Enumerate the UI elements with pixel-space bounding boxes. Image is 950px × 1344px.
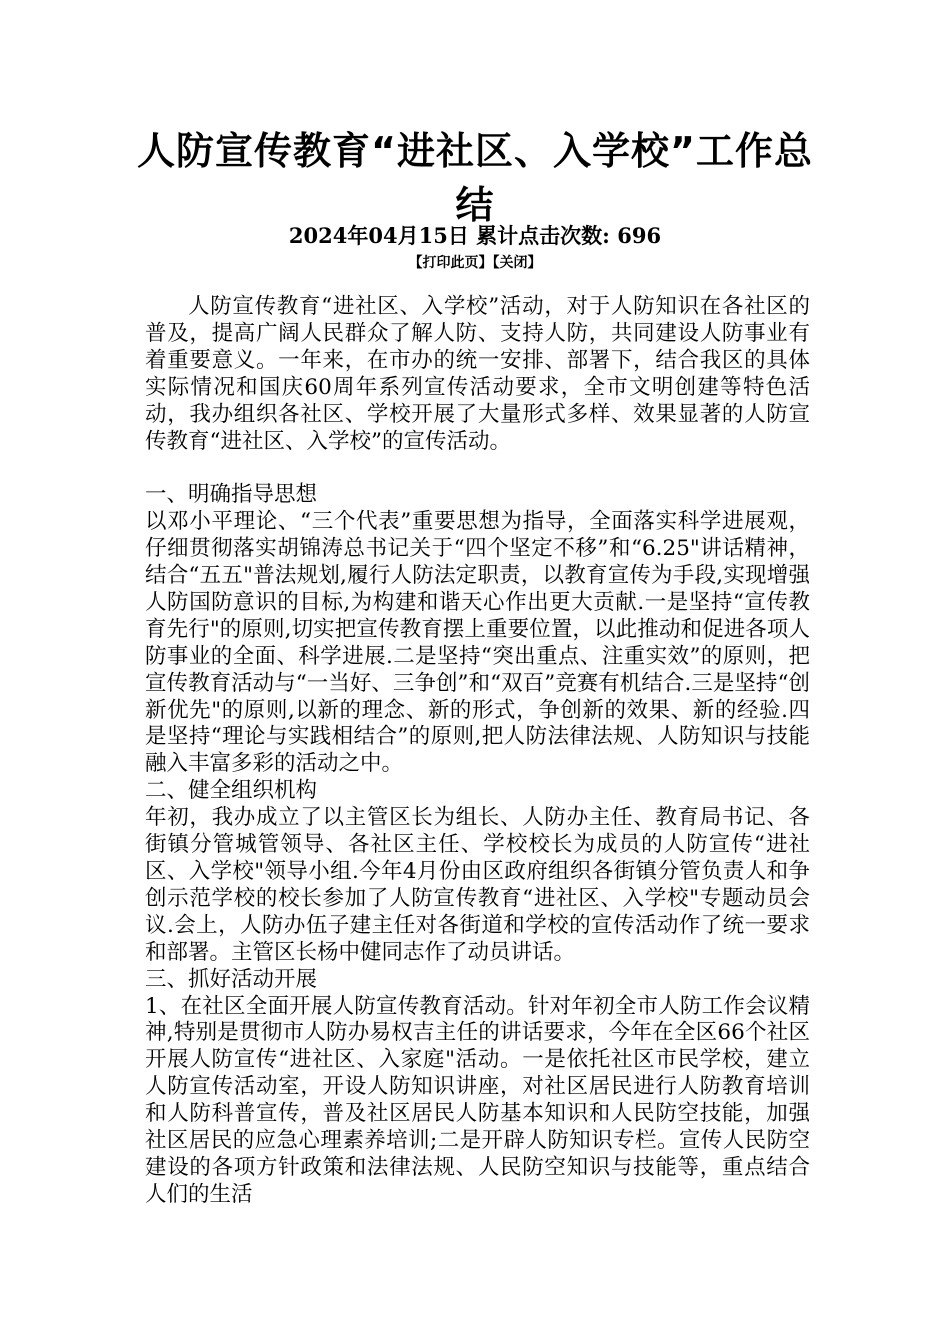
section-heading-organization: 二、健全组织机构	[145, 778, 318, 804]
paragraph-spacer	[145, 455, 810, 482]
section-paragraph-guiding-principle: 以邓小平理论、“三个代表”重要思想为指导，全面落实科学进展观，仔细贯彻落实胡锦涛总书记关于“四个坚定不移”和“6.25"讲话精神，结合“五五"普法规划,履行人防法定职责，以教育宣传为手段,实现增强人防国防意识的目标,为构建和谐天心作出更大贡献.一是坚持“宣传教育先行"的原则,切实把宣传教育摆上重要位置，以此推动和促进各项人防事业的全面、科学进展.二是坚持“突出重点、注重实效”的原则，把宣传教育活动与“一当好、三争创”和“双百”竞赛有机结合.三是坚持“创新优先"的原则,以新的理念、新的形式，争创新的效果、新的经验.四是坚持“理论与实践相结合”的原则,把人防法律法规、人防知识与技能融入丰富多彩的活动之中。	[145, 509, 810, 777]
article-meta	[0, 222, 950, 250]
close-link[interactable]: 【关闭】	[492, 255, 542, 271]
section-heading-guiding-principle: 一、明确指导思想	[145, 482, 318, 508]
publish-date: 2024年04月15日	[288, 223, 469, 248]
section-paragraph-activities: 1、在社区全面开展人防宣传教育活动。针对年初全市人防工作会议精神,特别是贯彻市人防办易权吉主任的讲话要求，今年在全区66个社区开展人防宣传“进社区、入家庭"活动。一是依托社区市民学校，建立人防宣传活动室，开设人防知识讲座，对社区居民进行人防教育培训和人防科普宣传，普及社区居民人防基本知识和人民防空技能，加强社区居民的应急心理素养培训;二是开辟人防知识专栏。宣传人民防空建设的各项方针政策和法律法规、人民防空知识与技能等，重点结合人们的生活	[145, 993, 810, 1207]
click-count-label: 累计点击次数:	[476, 223, 610, 248]
article-title: 人防宣传教育“进社区、入学校”工作总结	[137, 129, 813, 227]
section-paragraph-organization: 年初，我办成立了以主管区长为组长、人防办主任、教育局书记、各街镇分管城管领导、各社区主任、学校校长为成员的人防宣传“进社区、入学校"领导小组.今年4月份由区政府组织各街镇分管负责人和争创示范学校的校长参加了人防宣传教育“进社区、入学校"专题动员会议.会上，人防办伍子建主任对各街道和学校的宣传活动作了统一要求和部署。主管区长杨中健同志作了动员讲话。	[145, 805, 810, 965]
article-body	[145, 294, 810, 1209]
click-count: 696	[617, 223, 662, 248]
article-actions	[0, 252, 950, 274]
print-page-link[interactable]: 【打印此页】	[408, 255, 493, 271]
section-heading-activities: 三、抓好活动开展	[145, 966, 318, 992]
intro-paragraph: 人防宣传教育“进社区、入学校”活动，对于人防知识在各社区的普及，提高广阔人民群众了解人防、支持人防，共同建设人防事业有着重要意义。一年来，在市办的统一安排、部署下，结合我区的具体实际情况和国庆60周年系列宣传活动要求，全市文明创建等特色活动，我办组织各社区、学校开展了大量形式多样、效果显著的人防宣传教育“进社区、入学校”的宣传活动。	[145, 294, 810, 454]
